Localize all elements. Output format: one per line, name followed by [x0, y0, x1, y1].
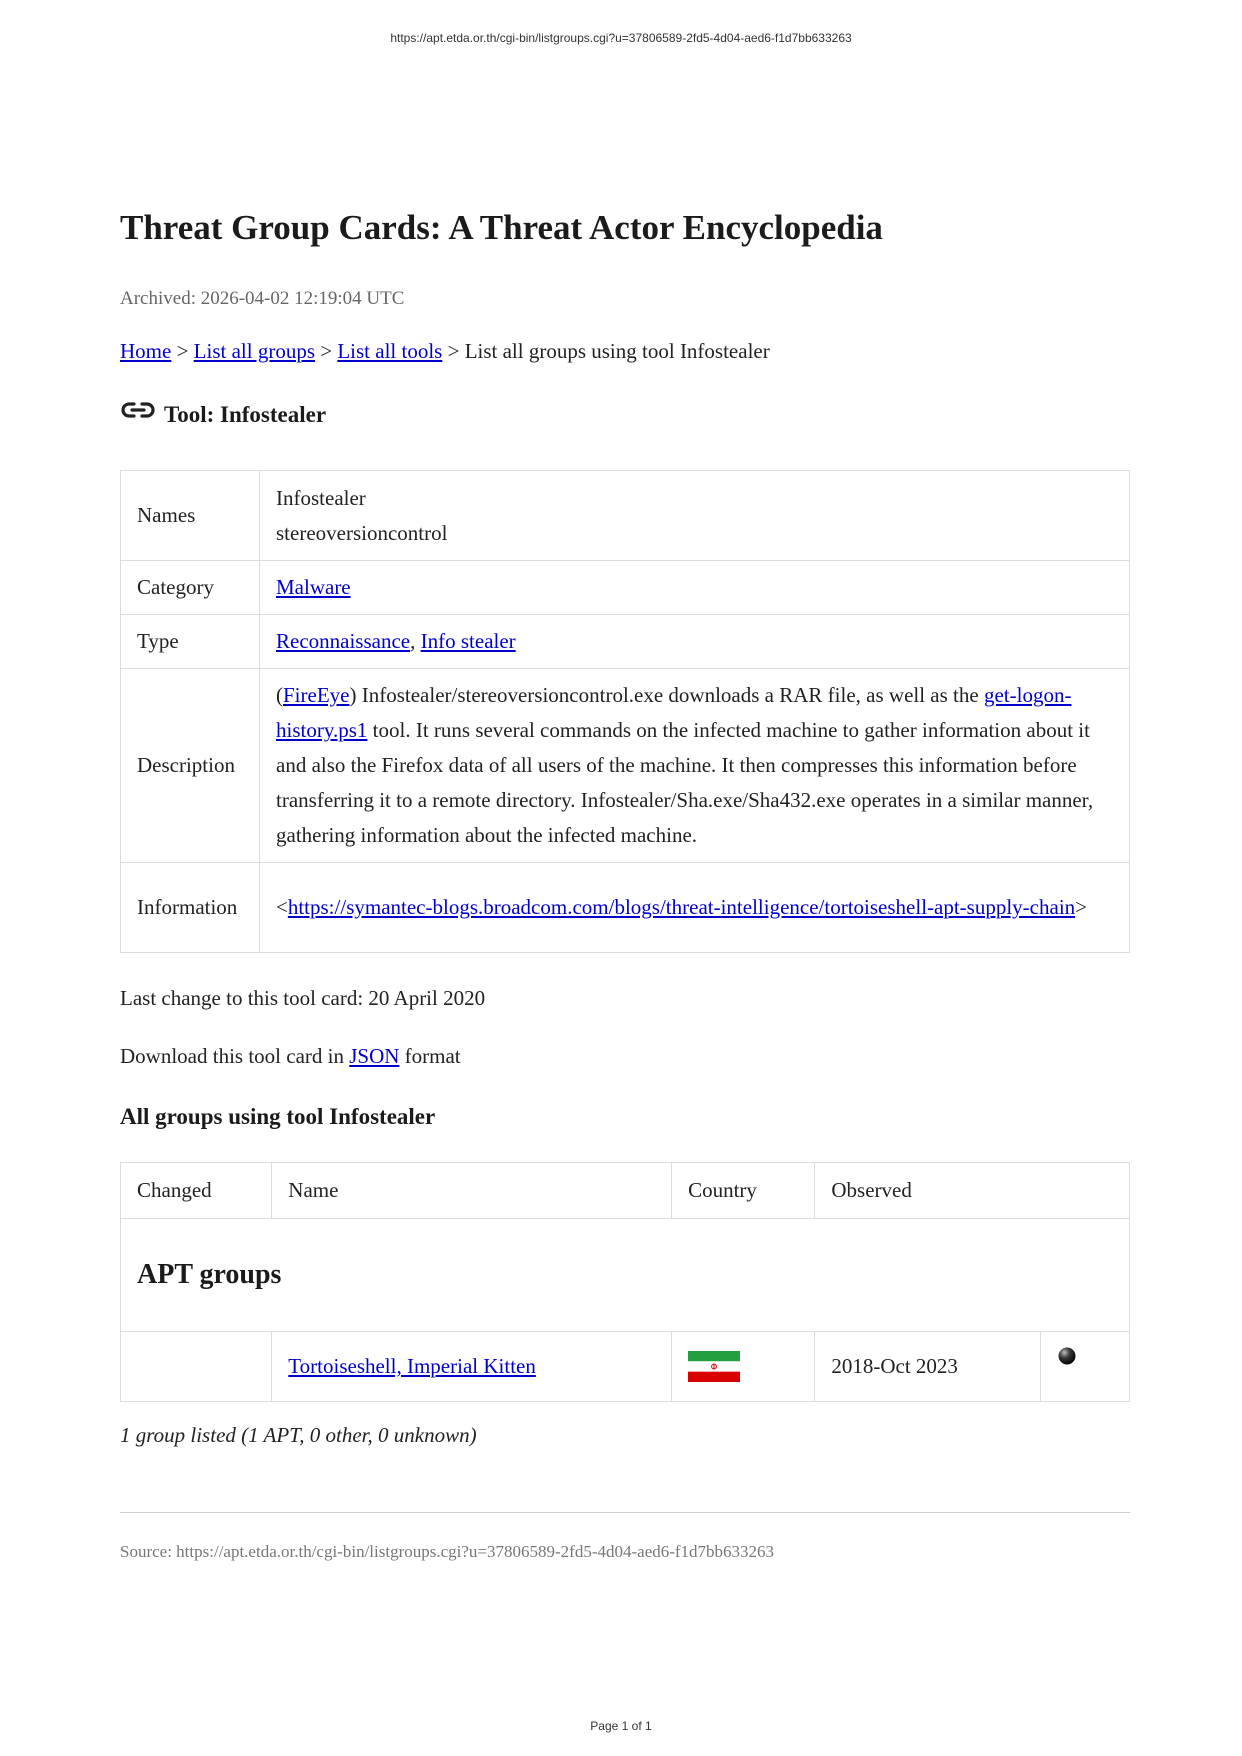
category-value — [260, 561, 1130, 615]
symantec-blog-link[interactable]: https://symantec-blogs.broadcom.com/blogs/threat-intelligence/tortoiseshell-apt-supply-chain — [287, 895, 1076, 919]
type-info-stealer-link[interactable]: Info stealer — [420, 629, 516, 653]
type-separator: , — [410, 629, 416, 653]
groups-summary: 1 group listed (1 APT, 0 other, 0 unknown) — [120, 1423, 477, 1447]
info-lt: < — [276, 895, 288, 919]
breadcrumb-home-link[interactable]: Home — [120, 339, 172, 363]
tool-heading-text: Tool: Infostealer — [164, 402, 327, 427]
groups-section-heading: All groups using tool Infostealer — [120, 1104, 436, 1129]
breadcrumb-current: List all groups using tool Infostealer — [464, 339, 770, 363]
table-row — [121, 471, 1130, 561]
footer-divider — [120, 1512, 1130, 1513]
status-cell — [1040, 1332, 1129, 1402]
iran-flag-icon — [688, 1351, 740, 1382]
table-row — [121, 1332, 1130, 1402]
information-value — [260, 863, 1130, 953]
page-title: Threat Group Cards: A Threat Actor Encyclopedia — [120, 208, 883, 247]
last-change-text: Last change to this tool card: 20 April 2020 — [120, 986, 486, 1010]
names-value — [260, 471, 1130, 561]
breadcrumb-separator: > — [320, 339, 333, 363]
json-download-link[interactable]: JSON — [349, 1044, 400, 1068]
type-value — [260, 615, 1130, 669]
download-line — [120, 1044, 461, 1069]
table-row — [121, 669, 1130, 863]
type-label: Type — [121, 615, 260, 669]
get-logon-history-link[interactable]: get-logon-history.ps1 — [276, 683, 1072, 742]
breadcrumb-separator: > — [176, 339, 189, 363]
group-link[interactable]: Tortoiseshell, Imperial Kitten — [288, 1354, 536, 1378]
info-gt: > — [1075, 895, 1087, 919]
desc-paren: ( — [276, 683, 283, 707]
tool-heading — [120, 400, 326, 428]
groups-table — [120, 1162, 1130, 1402]
names-label: Names — [121, 471, 260, 561]
name-item: Infostealer — [276, 485, 366, 510]
table-row — [121, 863, 1130, 953]
download-prefix: Download this tool card in — [120, 1044, 344, 1068]
breadcrumb-separator: > — [447, 339, 460, 363]
changed-cell — [121, 1332, 272, 1402]
information-label: Information — [121, 863, 260, 953]
observed-cell: 2018-Oct 2023 — [815, 1332, 1040, 1402]
table-row — [121, 561, 1130, 615]
column-header-country: Country — [672, 1163, 815, 1219]
fireeye-link[interactable]: FireEye — [283, 683, 350, 707]
name-cell — [272, 1332, 672, 1402]
column-header-name: Name — [272, 1163, 672, 1219]
type-reconnaissance-link[interactable]: Reconnaissance — [276, 629, 411, 653]
category-label: Category — [121, 561, 260, 615]
apt-groups-cell — [121, 1219, 1130, 1332]
column-header-changed: Changed — [121, 1163, 272, 1219]
breadcrumb-list-groups-link[interactable]: List all groups — [193, 339, 315, 363]
name-item: stereoversioncontrol — [276, 520, 448, 545]
source-url: Source: https://apt.etda.or.th/cgi-bin/listgroups.cgi?u=37806589-2fd5-4d04-aed6-f1d7bb633263 — [120, 1542, 775, 1561]
apt-groups-row — [121, 1219, 1130, 1332]
category-link[interactable]: Malware — [276, 575, 351, 599]
description-text-1: ) Infostealer/stereoversioncontrol.exe downloads a RAR file, as well as the — [349, 683, 979, 707]
apt-groups-heading: APT groups — [137, 1259, 282, 1290]
archived-timestamp: Archived: 2026-04-02 12:19:04 UTC — [120, 288, 405, 309]
tool-details-table — [120, 470, 1130, 953]
download-suffix: format — [404, 1044, 461, 1068]
page-number: Page 1 of 1 — [590, 1719, 652, 1733]
description-label: Description — [121, 669, 260, 863]
description-text-2: tool. It runs several commands on the infected machine to gather information about it and also the Firefox data of all users of the machine. It then compresses this information before transferring it to a remote directory. Infostealer/Sha.exe/Sha432.exe operates in a similar manner, gathering information about the infected machine. — [276, 718, 1094, 847]
link-icon — [120, 400, 156, 420]
breadcrumb-list-tools-link[interactable]: List all tools — [337, 339, 443, 363]
table-header-row — [121, 1163, 1130, 1219]
country-cell — [672, 1332, 815, 1402]
table-row — [121, 615, 1130, 669]
column-header-observed: Observed — [815, 1163, 1130, 1219]
black-sphere-icon — [1057, 1346, 1077, 1366]
print-header-url: https://apt.etda.or.th/cgi-bin/listgroups.cgi?u=37806589-2fd5-4d04-aed6-f1d7bb633263 — [390, 31, 852, 45]
description-value — [260, 669, 1130, 863]
breadcrumb — [120, 339, 770, 364]
